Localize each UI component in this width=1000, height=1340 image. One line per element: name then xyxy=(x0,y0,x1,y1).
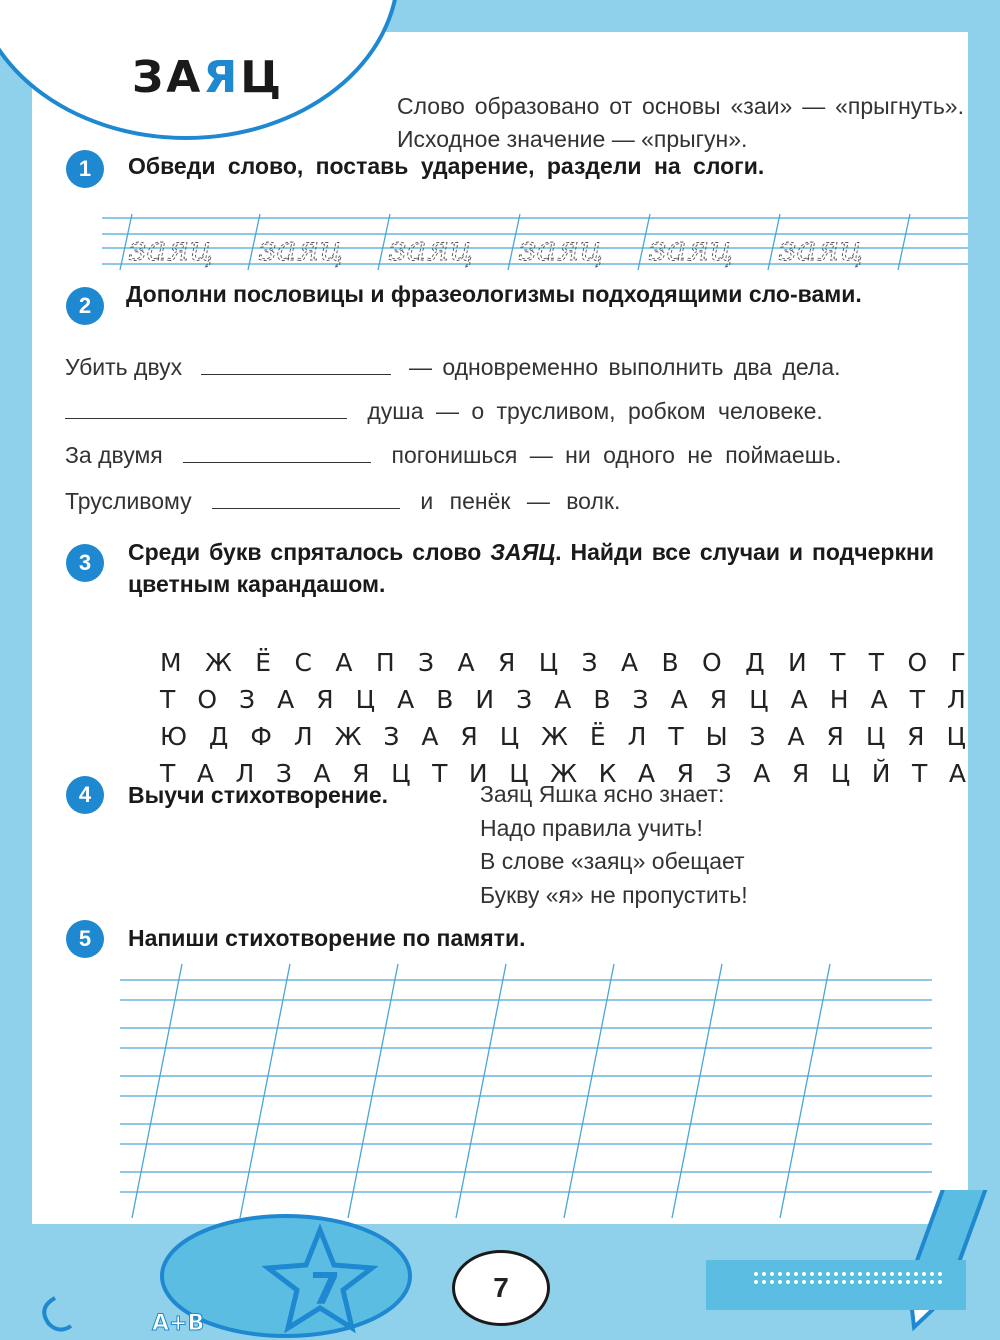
grid-letter[interactable]: Т xyxy=(909,685,926,714)
blank-4[interactable] xyxy=(212,508,400,509)
trace-word: заяц xyxy=(778,229,864,269)
page-number: 7 xyxy=(452,1250,550,1326)
grid-letter[interactable]: А xyxy=(335,648,353,677)
grid-letter[interactable]: А xyxy=(948,759,966,788)
task-4-number: 4 xyxy=(66,776,104,814)
grid-letter[interactable]: Я xyxy=(460,722,478,751)
grid-letter[interactable]: И xyxy=(788,648,807,677)
blank-3[interactable] xyxy=(183,462,371,463)
grid-letter[interactable]: Я xyxy=(907,722,925,751)
trace-word: заяц xyxy=(518,229,604,269)
dotted-bar xyxy=(706,1260,966,1310)
trace-word: заяц xyxy=(388,229,474,269)
grid-letter[interactable]: В xyxy=(593,685,611,714)
grid-letter[interactable]: А xyxy=(554,685,572,714)
task-5-number: 5 xyxy=(66,920,104,958)
grid-letter[interactable]: З xyxy=(749,722,766,751)
grid-letter[interactable]: Л xyxy=(293,722,313,751)
task-1-number: 1 xyxy=(66,150,104,188)
writing-lines[interactable] xyxy=(116,960,936,1222)
grid-letter[interactable]: Ц xyxy=(830,759,851,788)
proverb-1: Убить двух — одновременно выполнить два дела. xyxy=(65,354,841,380)
grid-letter[interactable]: З xyxy=(418,648,435,677)
grid-letter[interactable]: В xyxy=(436,685,454,714)
task-1-text: Обведи слово, поставь ударение, раздели на слоги. xyxy=(128,153,765,179)
grid-letter[interactable]: О xyxy=(907,648,928,677)
white-sheet xyxy=(32,32,968,1224)
task-2-text: Дополни пословицы и фразеологизмы подходящими сло-вами. xyxy=(126,281,862,307)
proverb-2: душа — о трусливом, робком человеке. xyxy=(65,398,965,425)
grid-letter[interactable]: Г xyxy=(950,648,966,677)
poem-line: В слове «заяц» обещает xyxy=(480,848,745,874)
page-title: ЗАЯЦ xyxy=(132,52,285,103)
grid-letter[interactable]: З xyxy=(632,685,649,714)
grid-letter[interactable]: Я xyxy=(352,759,370,788)
grid-letter[interactable]: Ц xyxy=(865,722,886,751)
grid-letter[interactable]: Ё xyxy=(589,722,606,751)
poem-line: Букву «я» не пропустить! xyxy=(480,881,748,908)
task-2-number: 2 xyxy=(66,287,104,325)
grid-letter[interactable]: Д xyxy=(745,648,765,677)
swirl-icon xyxy=(44,1298,71,1330)
grid-letter[interactable]: З xyxy=(275,759,292,788)
grid-row xyxy=(160,718,966,755)
grid-letter[interactable]: Ж xyxy=(541,722,568,751)
grid-letter[interactable]: Ц xyxy=(946,722,966,751)
task-3-word: ЗАЯЦ xyxy=(490,539,556,565)
grid-letter[interactable]: А xyxy=(620,648,639,677)
grid-letter[interactable]: З xyxy=(383,722,400,751)
grid-letter[interactable]: Ц xyxy=(749,685,769,714)
grid-letter[interactable]: Ж xyxy=(204,648,232,677)
grid-letter[interactable]: Я xyxy=(676,759,695,788)
task-4-text: Выучи стихотворение. xyxy=(128,782,389,808)
grid-letter[interactable]: А xyxy=(670,685,688,714)
poem xyxy=(480,778,748,912)
grid-letter[interactable]: Л xyxy=(235,759,255,788)
grid-letter[interactable]: А xyxy=(421,722,439,751)
trace-word: заяц xyxy=(648,229,734,269)
grid-letter[interactable]: О xyxy=(197,685,217,714)
grid-letter[interactable]: Д xyxy=(208,722,229,751)
grid-letter[interactable]: М xyxy=(160,648,182,677)
grid-letter[interactable]: Т xyxy=(160,685,176,714)
grid-letter[interactable]: Т xyxy=(668,722,684,751)
grid-letter[interactable]: Н xyxy=(829,685,849,714)
grid-letter[interactable]: Ф xyxy=(250,722,272,751)
word-origin-text: Слово образовано от основы «заи» — «прыгнуть». Исходное значение — «прыгун». xyxy=(397,93,964,152)
proverb-4: Трусливому и пенёк — волк. xyxy=(65,488,621,514)
grid-letter[interactable]: З xyxy=(516,685,533,714)
grid-letter[interactable]: А xyxy=(313,759,331,788)
grid-letter[interactable]: Ж xyxy=(550,759,578,788)
grid-letter[interactable]: Т xyxy=(868,648,885,677)
poem-line: Заяц Яшка ясно знает: xyxy=(480,781,725,807)
grid-letter[interactable]: И xyxy=(468,759,488,788)
grid-letter[interactable]: Т xyxy=(160,759,176,788)
grid-letter[interactable]: Л xyxy=(627,722,647,751)
trace-word: заяц xyxy=(258,229,344,269)
grid-letter[interactable]: Ц xyxy=(355,685,376,714)
ab-badge: A+B xyxy=(152,1311,205,1336)
grid-letter[interactable]: А xyxy=(753,759,771,788)
task-5-text: Напиши стихотворение по памяти. xyxy=(128,925,526,951)
trace-word: заяц xyxy=(128,229,214,269)
star-number: 7 xyxy=(310,1264,341,1315)
grid-letter[interactable]: Ц xyxy=(509,759,529,788)
grid-letter[interactable]: З xyxy=(239,685,256,714)
grid-letter[interactable]: З xyxy=(581,648,598,677)
proverb-3: За двумя погонишься — ни одного не поймаешь. xyxy=(65,442,842,468)
grid-letter[interactable]: А xyxy=(277,685,295,714)
grid-letter[interactable]: Л xyxy=(947,685,966,714)
trace-lines xyxy=(102,212,968,274)
grid-letter[interactable]: О xyxy=(702,648,722,677)
grid-letter[interactable]: Т xyxy=(432,759,448,788)
grid-row xyxy=(160,644,966,681)
grid-letter[interactable]: Ю xyxy=(160,722,187,751)
grid-letter[interactable]: В xyxy=(661,648,679,677)
grid-letter[interactable]: А xyxy=(790,685,808,714)
grid-letter[interactable]: Я xyxy=(826,722,844,751)
grid-letter[interactable]: П xyxy=(375,648,395,677)
grid-letter[interactable]: Я xyxy=(791,759,810,788)
task-3-text: Среди букв спряталось слово ЗАЯЦ. Найди все случаи и подчеркни цветным карандашом. xyxy=(128,539,934,597)
grid-letter[interactable]: Ы xyxy=(705,722,728,751)
poem-line: Надо правила учить! xyxy=(480,814,703,841)
grid-letter[interactable]: А xyxy=(457,648,475,677)
letter-grid[interactable] xyxy=(160,644,966,792)
grid-letter[interactable]: А xyxy=(196,759,214,788)
grid-letter[interactable]: Ж xyxy=(334,722,362,751)
grid-letter[interactable]: А xyxy=(870,685,888,714)
grid-letter[interactable]: Т xyxy=(830,648,846,677)
grid-letter[interactable]: Ц xyxy=(538,648,559,677)
grid-letter[interactable]: Я xyxy=(709,685,728,714)
grid-letter[interactable]: А xyxy=(637,759,656,788)
grid-letter[interactable]: И xyxy=(475,685,495,714)
grid-letter[interactable]: К xyxy=(598,759,617,788)
grid-letter[interactable]: А xyxy=(397,685,415,714)
grid-letter[interactable]: Я xyxy=(316,685,334,714)
task-3-number: 3 xyxy=(66,544,104,582)
grid-letter[interactable]: З xyxy=(715,759,732,788)
grid-row xyxy=(160,681,966,718)
grid-letter[interactable]: С xyxy=(294,648,312,677)
grid-letter[interactable]: Я xyxy=(497,648,516,677)
blank-1[interactable] xyxy=(201,374,391,375)
grid-letter[interactable]: Т xyxy=(912,759,928,788)
grid-letter[interactable]: Ц xyxy=(391,759,411,788)
grid-letter[interactable]: А xyxy=(787,722,805,751)
grid-letter[interactable]: Ё xyxy=(255,648,272,677)
blank-2[interactable] xyxy=(65,418,347,419)
grid-letter[interactable]: Й xyxy=(871,759,891,788)
grid-letter[interactable]: Ц xyxy=(499,722,520,751)
